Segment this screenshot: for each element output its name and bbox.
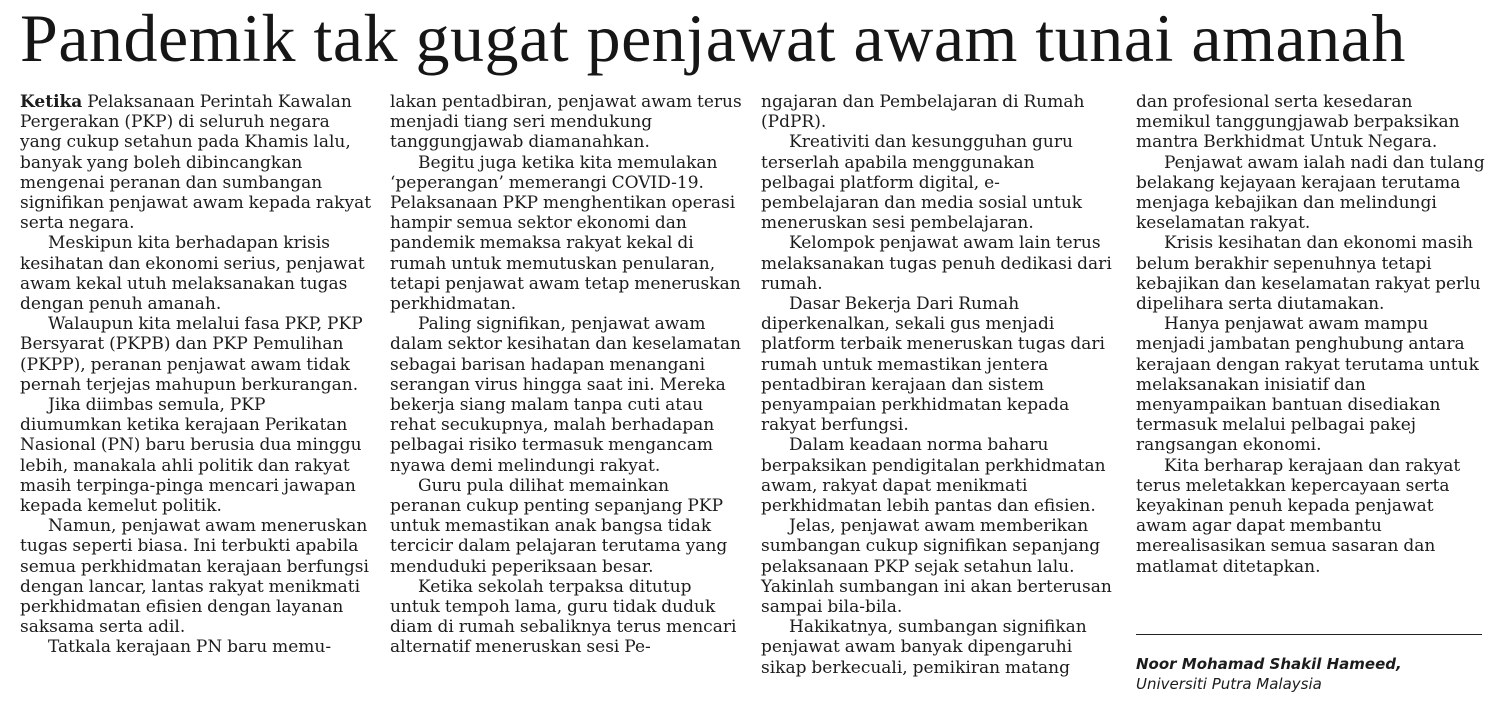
paragraph: Paling signifikan, penjawat awam dalam sektor kesihatan dan keselamatan sebagai barisan hadapan menangani serangan virus hingga saat ini. Mereka bekerja siang malam tanpa cuti atau rehat secukupnya, malah berhadapan pelbagai risiko termasuk mengancam nyawa demi melindungi rakyat. (390, 314, 741, 476)
paragraph: Guru pula dilihat memainkan peranan cukup penting sepanjang PKP untuk memastikan anak bangsa tidak tercicir dalam pelajaran terutama yang menduduki peperiksaan besar. (390, 475, 728, 577)
paragraph: Jika diimbas semula, PKP diumumkan ketika kerajaan Perikatan Nasional (PN) baru berusia dua minggu lebih, manakala ahli politik dan rakyat masih terpinga-pinga mencari jawapan kepada kemelut politik. (20, 395, 362, 517)
paragraph: Kita berharap kerajaan dan rakyat terus meletakkan kepercayaan serta keyakinan penuh kepada penjawat awam agar dapat membantu merealisasikan semua sasaran dan matlamat ditetapkan. (1136, 455, 1461, 577)
article-column-1 (20, 92, 372, 658)
article-column-3 (761, 92, 1113, 678)
paragraph: Hanya penjawat awam mampu menjadi jambatan penghubung antara kerajaan dengan rakyat terutama untuk melaksanakan inisiatif dan menyampaikan bantuan disediakan termasuk melalui pelbagai pakej rangsangan ekonomi. (1136, 314, 1479, 456)
paragraph-text: Pelaksanaan Perintah Kawalan Pergerakan (PKP) di seluruh negara yang cukup setahun pada Khamis lalu, banyak yang boleh dibincangkan mengenai peranan dan sumbangan signifikan penjawat awam kepada rakyat serta negara. (20, 92, 372, 234)
paragraph: dan profesional serta kesedaran memikul tanggungjawab berpaksikan mantra Berkhidmat Untuk Negara. (1136, 92, 1460, 153)
article-column-4 (1136, 92, 1488, 577)
headline: Pandemik tak gugat penjawat awam tunai amanah (20, 0, 1406, 76)
paragraph: Hakikatnya, sumbangan signifikan penjawat awam banyak dipengaruhi sikap berkecuali, pemikiran matang (761, 617, 1087, 678)
paragraph: Namun, penjawat awam meneruskan tugas seperti biasa. Ini terbukti apabila semua perkhidmatan kerajaan berfungsi dengan lancar, lantas rakyat menikmati perkhidmatan efisien dengan layanan saksama serta adil. (20, 516, 369, 638)
paragraph: Penjawat awam ialah nadi dan tulang belakang kejayaan kerajaan terutama menjaga kebajikan dan melindungi keselamatan rakyat. (1136, 152, 1485, 234)
paragraph: Kreativiti dan kesungguhan guru terserlah apabila menggunakan pelbagai platform digital, e-pembelajaran dan media sosial untuk meneruskan sesi pembelajaran. (761, 132, 1083, 234)
article-column-2 (390, 92, 742, 658)
author-name: Noor Mohamad Shakil Hameed, (1136, 655, 1402, 673)
paragraph: lakan pentadbiran, penjawat awam terus menjadi tiang seri mendukung tanggungjawab diamanahkan. (390, 92, 742, 153)
byline (1136, 654, 1486, 694)
paragraph: ngajaran dan Pembelajaran di Rumah (PdPR). (761, 92, 1085, 133)
paragraph: Kelompok penjawat awam lain terus melaksanakan tugas penuh dedikasi dari rumah. (761, 233, 1112, 294)
paragraph: Walaupun kita melalui fasa PKP, PKP Bersyarat (PKPB) dan PKP Pemulihan (PKPP), peranan penjawat awam tidak pernah terjejas mahupun berkurangan. (20, 314, 363, 395)
paragraph: Dalam keadaan norma baharu berpaksikan pendigitalan perkhidmatan awam, rakyat dapat menikmati perkhidmatan lebih pantas dan efisien. (761, 435, 1106, 517)
paragraph: Krisis kesihatan dan ekonomi masih belum berakhir sepenuhnya tetapi kebajikan dan keselamatan rakyat perlu dipelihara serta diutamakan. (1136, 233, 1481, 315)
byline-divider (1136, 634, 1482, 635)
author-affiliation: Universiti Putra Malaysia (1136, 675, 1322, 693)
paragraph: Dasar Bekerja Dari Rumah diperkenalkan, sekali gus menjadi platform terbaik meneruskan tugas dari rumah untuk memastikan jentera pentadbiran kerajaan dan sistem penyampaian perkhidmatan kepada rakyat berfungsi. (761, 294, 1105, 436)
paragraph: Ketika sekolah terpaksa ditutup untuk tempoh lama, guru tidak duduk diam di rumah sebaliknya terus mencari alternatif meneruskan sesi Pe- (390, 576, 737, 658)
paragraph: Tatkala kerajaan PN baru memu- (48, 637, 332, 658)
paragraph: Jelas, penjawat awam memberikan sumbangan cukup signifikan sepanjang pelaksanaan PKP sejak setahun lalu. Yakinlah sumbangan ini akan berterusan sampai bila-bila. (761, 516, 1112, 618)
paragraph: Begitu juga ketika kita memulakan ‘peperangan’ memerangi COVID-19. Pelaksanaan PKP menghentikan operasi hampir semua sektor ekonomi dan pandemik memaksa rakyat kekal di rumah untuk memutuskan penularan, tetapi penjawat awam tetap meneruskan perkhidmatan. (390, 152, 741, 315)
paragraph (20, 92, 372, 233)
paragraph: Meskipun kita berhadapan krisis kesihatan dan ekonomi serius, penjawat awam kekal utuh melaksanakan tugas dengan penuh amanah. (20, 233, 365, 315)
lead-word: Ketika (20, 92, 83, 112)
